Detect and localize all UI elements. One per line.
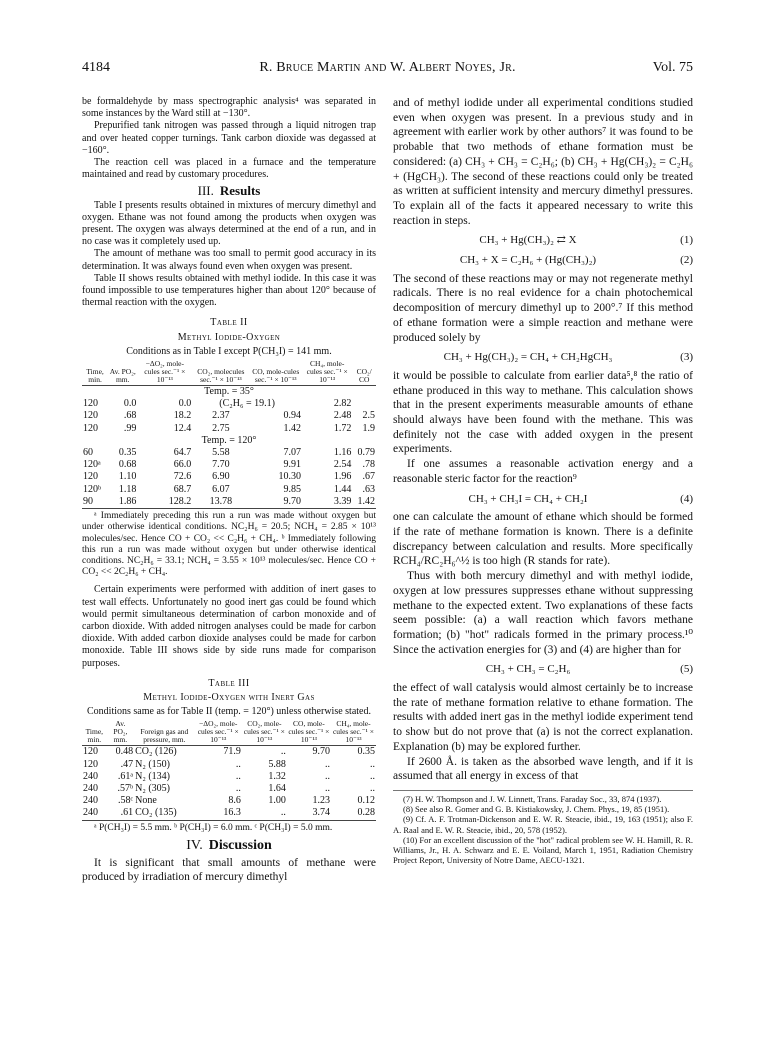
table-row <box>82 746 376 759</box>
table-cell: 9.85 <box>283 483 301 495</box>
table2 <box>82 360 376 509</box>
paragraph: Certain experiments were performed with addition of inert gases to test wall effects. Unfortunately no good inert gas could be found which would permit simultaneous determination of carbon monoxide and of carbon dioxide. With added nitrogen analyses could be made for carbon dioxide. With added carbon dioxide analyses could be made for carbon monoxide. Table III shows side by side runs made for comparison purposes. <box>82 584 376 669</box>
paragraph: The second of these reactions may or may not regenerate methyl radicals. There is no real evidence for a chain photochemical decomposition of mercury dimethyl up to 200°.⁷ If this method of ethane formation were a simple reaction and methane were produced solely by <box>393 272 693 344</box>
paragraph: Prepurified tank nitrogen was passed through a liquid nitrogen trap and over heated copper turnings. Tank carbon dioxide was degassed at −160°. <box>82 120 376 156</box>
table-cell: .61 <box>107 807 135 820</box>
equation-2 <box>393 253 693 268</box>
table-row <box>82 423 376 435</box>
volume-label: Vol. 75 <box>652 60 693 75</box>
table-cell: 240 <box>83 770 98 782</box>
table-cell: CO₂ (135) <box>134 807 195 820</box>
table-cell: .. <box>280 746 286 758</box>
table-cell: 3.39 <box>302 496 352 509</box>
table-header: CO, mole-cules sec.⁻¹ × 10⁻¹³ <box>288 719 330 745</box>
table-row <box>82 496 376 509</box>
table-cell: 16.3 <box>195 807 242 820</box>
table-cell: 240 <box>82 807 107 820</box>
table-cell: 2.54 <box>333 459 352 471</box>
section-number: IV. <box>186 837 203 853</box>
equation-text: CH₃ + CH₃ = C₂H₆ <box>485 663 571 676</box>
table-cell: 5.88 <box>268 758 286 770</box>
table-cell: 2.5 <box>362 410 375 422</box>
table2-band-35: Temp. = 35° <box>204 386 254 398</box>
table-row <box>82 759 376 771</box>
table-cell: 2.37 <box>212 410 230 422</box>
table-cell: 90 <box>82 496 108 509</box>
left-column <box>82 96 376 885</box>
table-cell: 120ᵇ <box>83 483 102 495</box>
table-cell: 71.9 <box>223 746 241 758</box>
equation-number: (4) <box>680 492 693 505</box>
references <box>393 790 693 865</box>
table-cell: .. <box>324 770 330 782</box>
equation-3 <box>393 350 693 365</box>
table-cell: 0.0 <box>178 398 192 410</box>
table-cell: 0.0 <box>123 398 137 410</box>
table-cell: None <box>135 795 157 807</box>
table3 <box>82 720 376 820</box>
table-cell: .58ᶜ <box>118 795 134 807</box>
equation-number: (1) <box>680 234 693 247</box>
table-cell: 0.35 <box>118 447 137 459</box>
table-cell: 6.07 <box>212 483 230 495</box>
table-cell: 240 <box>83 782 98 794</box>
table-header: −ΔO₂, mole-cules sec.⁻¹ × 10⁻¹³ <box>137 360 192 386</box>
table-row <box>82 459 376 471</box>
table-cell: 8.6 <box>228 795 241 807</box>
equation-number: (5) <box>680 663 693 676</box>
table-cell: 128.2 <box>137 496 192 509</box>
table2-footnote: ᵃ Immediately preceding this run a run was made without oxygen but under otherwise identical conditions. NC₂H₆ = 20.5; NCH₄ = 2.85 × 10¹³ molecules/sec. Hence CO + CO₂ << C₂H₆ + CH₄. ᵇ Immediately following this run a run was made without oxygen but under otherwise identical conditions. NC₂H₆ = 33.1; NCH₄ = 3.55 × 10¹³ molecules/sec. Hence CO + CO₂ << 2C₂H₆ + CH₄. <box>82 511 376 578</box>
table-cell: .68 <box>123 410 137 422</box>
table-cell: .. <box>370 782 375 794</box>
table-cell: 1.00 <box>268 795 286 807</box>
table-cell: .. <box>235 758 241 770</box>
reference: (9) Cf. A. F. Trotman-Dickenson and E. W. R. Steacie, ibid., 19, 163 (1951); also F. A. Raal and E. W. R. Steacie, ibid., 20, 578 (1952). <box>393 814 693 835</box>
table-cell: 5.58 <box>212 447 230 459</box>
table-header: −ΔO₂, mole-cules sec.⁻¹ × 10⁻¹³ <box>195 720 242 746</box>
paragraph: Thus with both mercury dimethyl and with methyl iodide, oxygen at low pressures suppresses ethane without suppressing methane to the expected extent. Two explanations of these facts seem possible: (a) a wall reaction which favors methane formation; (b) "hot" radicals formed in the primary process.¹⁰ Since the activation energies for (3) and (4) are higher than for <box>393 570 693 656</box>
paragraph: The reaction cell was placed in a furnace and the temperature maintained and read by customary procedures. <box>82 157 376 181</box>
table-cell: (C₂H₆ = 19.1) <box>219 398 275 410</box>
table-header: CO₂, mole-cules sec.⁻¹ × 10⁻¹³ <box>243 719 285 745</box>
table-cell: 1.64 <box>268 782 286 794</box>
table-cell: 120 <box>83 410 98 422</box>
table-cell <box>352 398 376 410</box>
table-cell: 240 <box>83 795 98 807</box>
paragraph: and of methyl iodide under all experimental conditions studied even when oxygen was present. In a previous study and in agreement with earlier work by other authors⁷ it was found to be probable that two methods of ethane formation must be considered: (a) CH₃ + CH₃ = C₂H₆; (b) CH₃ + Hg(CH₃)₂ = C₂H₆ + (HgCH₃). The second of these reactions could only be treated as written at sufficient intensity and mercury dimethyl pressures. To explain all of the facts it appeared necessary to write this reaction in steps. <box>393 97 693 227</box>
section-number: III. <box>197 183 214 199</box>
paragraph: it would be possible to calculate from earlier data⁵,⁸ the ratio of ethane produced in this way to methane. This calculation shows that in the present experiments measurable amounts of ethane should always have been found with the methane. This was definitely not the case with added oxygen in the present experiments. <box>393 369 693 456</box>
table-cell: 0.68 <box>118 459 137 471</box>
table-header: Foreign gas and pressure, mm. <box>134 720 195 746</box>
table3-footnote: ᵃ P(CH₃I) = 5.5 mm. ᵇ P(CH₃I) = 6.0 mm. ᶜ P(CH₃I) = 5.0 mm. <box>94 822 333 833</box>
table-cell: 2.82 <box>333 398 352 410</box>
equation-text: CH₃ + Hg(CH₃)₂ ⇄ X <box>479 234 577 247</box>
table-cell: 1.72 <box>333 422 352 434</box>
table2-conditions: Conditions as in Table I except P(CH₃I) = 141 mm. <box>126 345 332 357</box>
table-header: Time, min. <box>82 720 107 746</box>
table-cell: 10.30 <box>278 471 301 483</box>
equation-text: CH₃ + CH₃I = CH₄ + CH₂I <box>468 492 588 505</box>
table-row <box>82 484 376 496</box>
table-cell: 3.74 <box>287 807 331 820</box>
table-cell: 9.70 <box>249 496 301 509</box>
table-cell: .. <box>324 758 330 770</box>
running-authors: R. Bruce Martin and W. Albert Noyes, Jr. <box>259 60 516 75</box>
table-cell: 120 <box>83 422 98 434</box>
table-cell: 0.12 <box>357 795 375 807</box>
table-row <box>82 471 376 483</box>
paragraph: It is significant that small amounts of methane were produced by irradiation of mercury dimethyl <box>82 856 376 884</box>
page-number: 4184 <box>82 60 110 75</box>
table-cell: 0.28 <box>331 807 376 820</box>
reference: (10) For an excellent discussion of the "hot" radical problem see W. H. Hamill, R. R. Williams, Jr., H. A. Schwarz and E. E. Voiland, March 1, 1951, Radiation Chemistry Project Report, University of Notre Dame, AECU-1321. <box>393 834 693 866</box>
table-cell: 1.44 <box>333 483 352 495</box>
reference: (8) See also R. Gomer and G. B. Kistiakowsky, J. Chem. Phys., 19, 85 (1951). <box>403 804 670 815</box>
table-cell: 120 <box>83 758 98 770</box>
table-row <box>82 795 376 807</box>
table-cell: N₂ (150) <box>135 758 170 770</box>
table-cell: CO₂ (126) <box>135 746 177 758</box>
table-cell: .47 <box>120 758 134 770</box>
table-cell: 7.70 <box>212 459 230 471</box>
section-title: Results <box>219 183 261 199</box>
equation-number: (3) <box>680 351 693 364</box>
paragraph: Table I presents results obtained in mixtures of mercury dimethyl and oxygen. Ethane was not found among the products when oxygen was present. The oxygen was always determined at the end of a run, and in no case was it completely used up. <box>82 199 376 248</box>
table-row <box>82 807 376 820</box>
table-cell: 12.4 <box>173 422 192 434</box>
table-cell: 1.9 <box>362 422 375 434</box>
table-cell: .. <box>235 782 241 794</box>
table-header: CO₂/ CO <box>352 360 376 386</box>
table-row <box>82 447 376 459</box>
table-cell: 1.16 <box>333 447 352 459</box>
table-cell: N₂ (305) <box>135 782 170 794</box>
table-cell: 60 <box>83 447 93 459</box>
table-cell: 120 <box>83 471 98 483</box>
paragraph: The amount of methane was too small to permit good accuracy in its determination. It was always found even when oxygen was present. <box>82 248 376 272</box>
table-header: Av. PO₂, mm. <box>108 360 137 386</box>
table3-subtitle: Methyl Iodide-Oxygen with Inert Gas <box>143 691 315 703</box>
running-header <box>82 60 693 80</box>
table-cell: .. <box>235 770 241 782</box>
equation-text: CH₃ + Hg(CH₃)₂ = CH₄ + CH₂HgCH₃ <box>443 351 613 364</box>
equation-number: (2) <box>680 254 693 267</box>
paragraph: If 2600 Å. is taken as the absorbed wave length, and if it is assumed that all energy in excess of that <box>393 755 693 783</box>
table-header: Time, min. <box>82 360 108 386</box>
table-header: CO, mole-cules sec.⁻¹ × 10⁻¹³ <box>249 360 301 386</box>
table-cell: 18.2 <box>173 410 192 422</box>
equation-1 <box>393 233 693 248</box>
table-cell: 2.75 <box>212 422 230 434</box>
table-cell: 64.7 <box>173 447 192 459</box>
table-cell: 1.42 <box>283 422 301 434</box>
reference: (7) H. W. Thompson and J. W. Linnett, Trans. Faraday Soc., 33, 874 (1937). <box>403 793 662 804</box>
table-cell: .57ᵇ <box>117 782 134 794</box>
table-cell: 0.94 <box>283 410 301 422</box>
table-cell: .99 <box>123 422 137 434</box>
table-cell: 1.42 <box>352 496 376 509</box>
table-cell: N₂ (134) <box>135 770 170 782</box>
table-cell: 0.35 <box>357 746 375 758</box>
table-cell: 72.6 <box>173 471 192 483</box>
table2-subtitle: Methyl Iodide-Oxygen <box>177 331 281 343</box>
table-cell: 1.18 <box>118 483 137 495</box>
table-cell: 0.79 <box>357 447 375 459</box>
section-heading-results <box>82 185 376 197</box>
table-cell: 68.7 <box>173 483 192 495</box>
table-cell: 1.96 <box>333 471 352 483</box>
table3-conditions: Conditions same as for Table II (temp. = 120°) unless otherwise stated. <box>87 706 371 718</box>
table-cell: 13.78 <box>192 496 249 509</box>
table-cell: 1.32 <box>268 770 286 782</box>
paragraph: If one assumes a reasonable activation energy and a reasonable steric factor for the reaction⁹ <box>393 458 693 485</box>
table-cell: 1.86 <box>108 496 137 509</box>
table-row <box>82 783 376 795</box>
equation-4 <box>393 492 693 507</box>
table-cell: 9.70 <box>312 746 330 758</box>
table-cell: .61ᵃ <box>117 770 134 782</box>
table-cell: 120 <box>83 398 98 410</box>
table2-band-120: Temp. = 120° <box>201 434 257 446</box>
table-cell: 66.0 <box>173 459 192 471</box>
table-cell: .. <box>370 758 375 770</box>
table-row <box>82 771 376 783</box>
section-heading-discussion <box>82 837 376 853</box>
table-cell: 1.10 <box>118 471 137 483</box>
table-cell: 120ᵃ <box>83 459 101 471</box>
table-header: CH₄, mole-cules sec.⁻¹ × 10⁻¹³ <box>332 719 374 745</box>
table-cell: .67 <box>362 471 375 483</box>
table-cell: 120 <box>83 746 98 758</box>
table-cell: 9.91 <box>283 459 301 471</box>
table-header: CO₂, molecules sec.⁻¹ × 10⁻¹³ <box>192 360 249 386</box>
table2-caption: Table II <box>210 317 248 329</box>
table-cell: .. <box>324 782 330 794</box>
table-row <box>82 398 376 410</box>
table3-caption: Table III <box>208 677 250 689</box>
paragraph: one can calculate the amount of ethane which should be formed if the rate of methane formation is known. There is a definite discrepancy between calculation and results. More specifically RCH₄/RC₂H₆^½ is too high (R stands for rate). <box>393 511 693 568</box>
equation-5 <box>393 662 693 677</box>
table-cell: .78 <box>362 459 375 471</box>
table-row <box>82 410 376 422</box>
section-title: Discussion <box>208 837 272 853</box>
table-cell: 7.07 <box>283 447 301 459</box>
paragraph: Table II shows results obtained with methyl iodide. In this case it was found impossible to use temperatures higher than about 120° because of thermal reaction with the oxygen. <box>82 272 376 309</box>
table-cell: 0.48 <box>115 746 134 758</box>
table-header: Av. PO₂, mm. <box>107 720 135 746</box>
table-cell: .. <box>242 807 287 820</box>
equation-text: CH₃ + X = C₂H₆ + (Hg(CH₃)₂) <box>459 254 597 267</box>
paragraph: be formaldehyde by mass spectrographic analysis⁴ was separated in some instances by the Ward still at −130°. <box>82 96 376 120</box>
right-column <box>393 96 693 865</box>
table-cell: .63 <box>362 483 375 495</box>
table-cell: 2.48 <box>333 410 352 422</box>
table-cell: .. <box>370 770 375 782</box>
table-cell: 6.90 <box>212 471 230 483</box>
table-header: CH₄, mole-cules sec.⁻¹ × 10⁻¹³ <box>302 360 352 386</box>
table-cell: 1.23 <box>312 795 330 807</box>
paragraph: the effect of wall catalysis would almost certainly be to increase the rate of methane formation relative to ethane formation. The results with added inert gas in the methyl iodide experiment tend to show but do not prove that (a) is not the correct explanation. Explanation (b) may be explored further. <box>393 682 693 753</box>
